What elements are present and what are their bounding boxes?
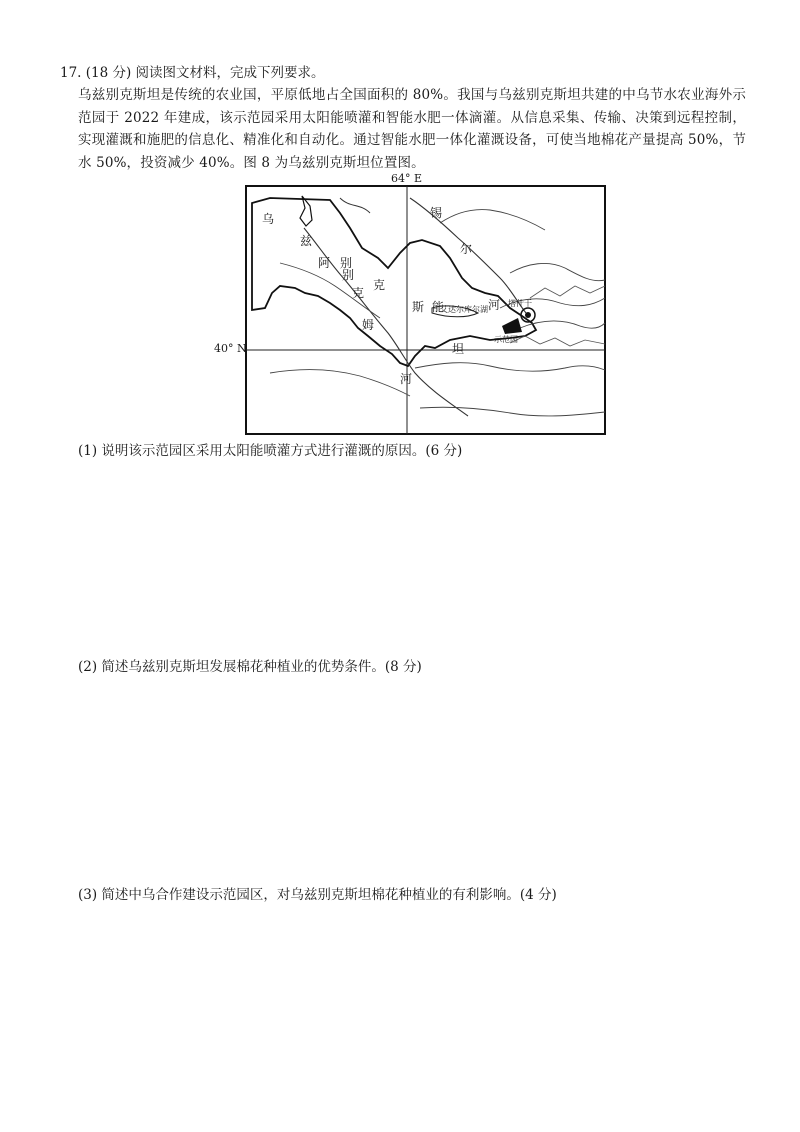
river-char-er: 尔 bbox=[460, 242, 473, 256]
longitude-label: 64° E bbox=[391, 172, 423, 185]
question-17-material: 乌兹别克斯坦是传统的农业国，平原低地占全国面积的 80%。我国与乌兹别克斯坦共建的中乌节水农业海外示范园于 2022 年建成，该示范园采用太阳能喷灌和智能水肥一体滴灌。从信息采集、传输、决策到远程控制，实现灌溉和施肥的信息化、精准化和自动化。通过智能水肥一体化灌溉设备，可使当地棉花产量提高 50%，节水 50%，投资减少 40%。图 8 为乌兹别克斯坦位置图。 bbox=[78, 87, 746, 171]
region-char-tan: 坦 bbox=[452, 342, 465, 356]
uzbekistan-location-map bbox=[210, 168, 620, 438]
region-char-wu: 乌 bbox=[262, 212, 275, 226]
river-char-he-1: 河 bbox=[400, 372, 413, 386]
river-char-ke: 克 bbox=[352, 286, 365, 300]
syr-darya-branch bbox=[440, 210, 545, 230]
coastline bbox=[340, 198, 370, 213]
river-char-he-2: 河 bbox=[488, 298, 501, 312]
river-char-a: 阿 bbox=[318, 256, 331, 270]
river-char-bie: 别 bbox=[342, 268, 355, 282]
subquestion-3: (3) 简述中乌合作建设示范园区，对乌兹别克斯坦棉花种植业的有利影响。(4 分) bbox=[78, 887, 557, 903]
river-char-neng: 能 bbox=[432, 300, 445, 314]
river-char-xi: 锡 bbox=[430, 206, 443, 220]
subquestion-2: (2) 简述乌兹别克斯坦发展棉花种植业的优势条件。(8 分) bbox=[78, 659, 422, 675]
map-frame bbox=[246, 186, 605, 434]
aral-sea bbox=[300, 196, 312, 226]
city-label-aidaerkul: 艾达尔库尔湖 bbox=[440, 305, 488, 314]
demo-park-marker bbox=[502, 318, 522, 334]
region-char-zi: 兹 bbox=[300, 234, 313, 248]
eastern-rivers bbox=[500, 263, 605, 328]
subquestion-1: (1) 说明该示范园区采用太阳能喷灌方式进行灌溉的原因。(6 分) bbox=[78, 443, 463, 459]
region-char-bie: 别 bbox=[340, 256, 353, 270]
river-char-mu: 姆 bbox=[362, 318, 375, 332]
city-label-tashkent: 塔什干 bbox=[508, 299, 532, 308]
tashkent-marker-dot bbox=[525, 312, 531, 318]
city-label-demo-park: 示范园 bbox=[494, 335, 518, 344]
southern-rivers bbox=[270, 363, 605, 416]
latitude-label: 40° N bbox=[214, 342, 247, 355]
question-17-header: 17. (18 分) 阅读图文材料，完成下列要求。 bbox=[60, 65, 325, 81]
region-char-ke: 克 bbox=[373, 278, 386, 292]
amu-darya-tributary bbox=[280, 263, 380, 318]
region-char-si: 斯 bbox=[412, 300, 425, 314]
